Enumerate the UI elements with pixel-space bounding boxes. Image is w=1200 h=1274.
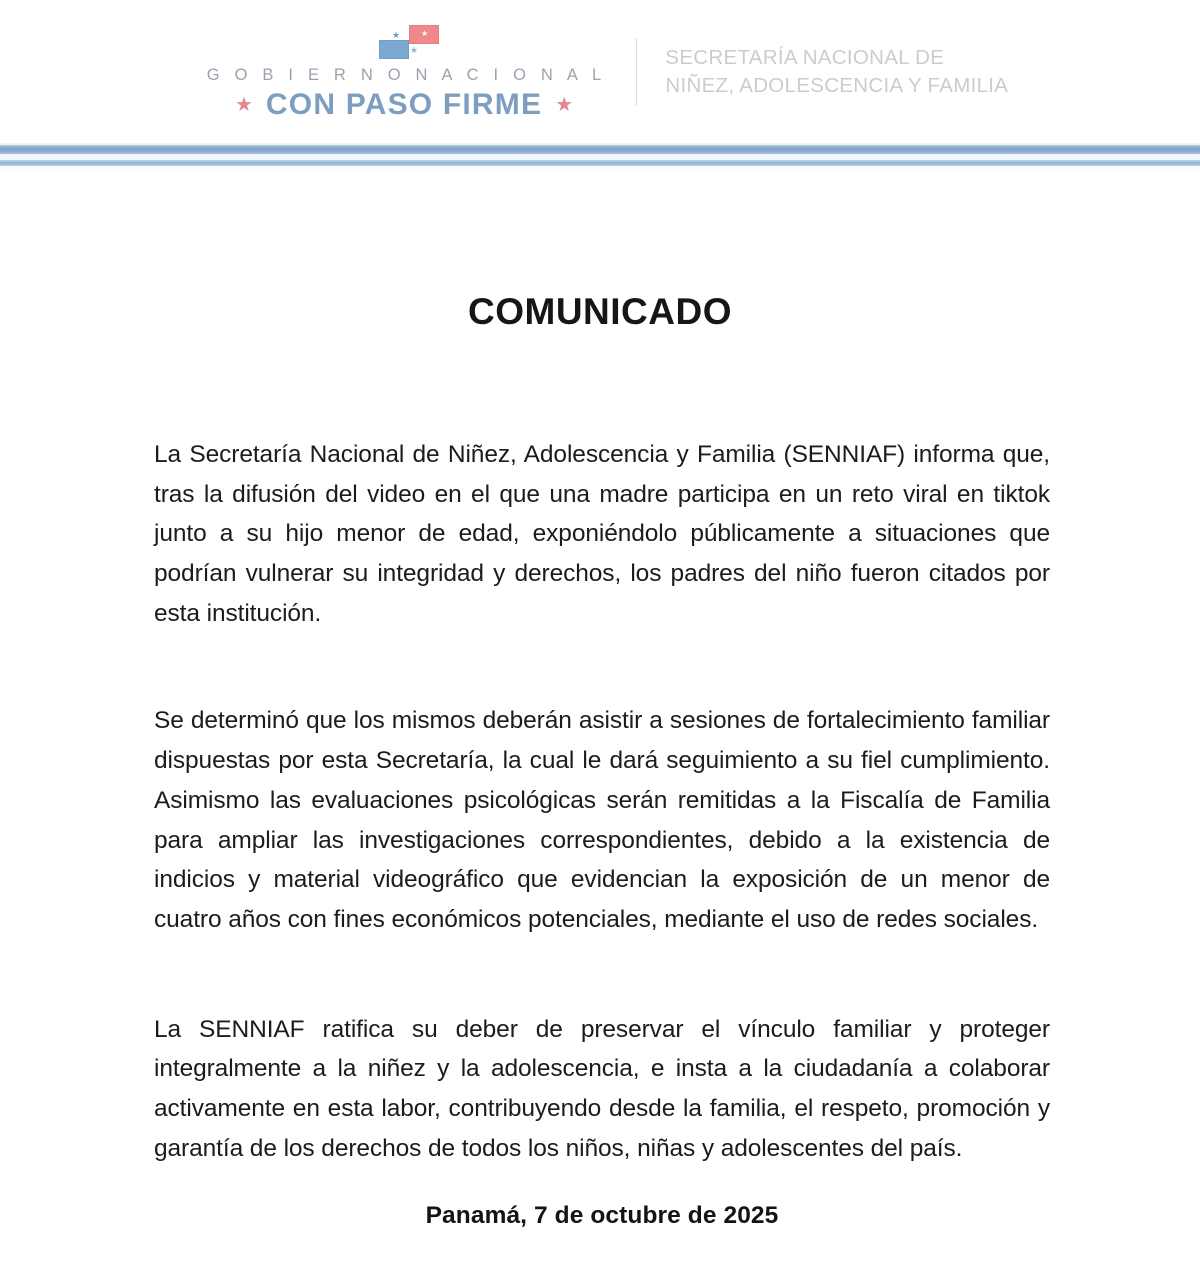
- dateline: Panamá, 7 de octubre de 2025: [425, 1202, 779, 1230]
- flag-star-icon-bottom: ★: [410, 44, 419, 55]
- slogan-star-icon-left: ★: [234, 93, 253, 116]
- page-title: COMUNICADO: [468, 291, 732, 332]
- panama-flag-mark-icon: [365, 22, 443, 62]
- paragraph-1: La Secretaría Nacional de Niñez, Adolescencia y Familia (SENNIAF) informa que, tras la difusión del video en el que una madre participa en un reto viral en tiktok junto a su hijo menor de edad, exponiéndolo públicamente a situaciones que podrían vulnerar su integridad y derechos, los padres del niño fueron citados por esta institución.: [154, 441, 1050, 627]
- government-national-label: G O B I E R N O N A C I O N A L: [206, 65, 607, 84]
- slogan-label: CON PASO FIRME: [265, 87, 543, 121]
- flag-blue-quadrant: [379, 40, 409, 59]
- flag-star-icon-left: ★: [392, 29, 401, 40]
- header-inner: [202, 22, 1009, 122]
- header-vertical-divider: [636, 38, 637, 106]
- paragraph-3: La SENNIAF ratifica su deber de preservar el vínculo familiar y proteger integralmente a la niñez y la adolescencia, e insta a la ciudadanía a colaborar activamente en esta labor, contribuyendo desde la familia, el respeto, promoción y garantía de los derechos de todos los niños, niñas y adolescentes del país.: [154, 1015, 1050, 1162]
- slogan-star-icon-right: ★: [555, 93, 574, 116]
- rule-bar-thick: [0, 145, 1200, 154]
- institution-name: [665, 44, 1008, 99]
- government-logo: [202, 22, 637, 122]
- flag-star-icon-right: ★: [421, 28, 429, 38]
- header-rule-bars: [0, 143, 1200, 169]
- slogan-row: [235, 88, 573, 122]
- paragraph-2: Se determinó que los mismos deberán asistir a sesiones de fortalecimiento familiar dispuestas por esta Secretaría, la cual le dará seguimiento a su fiel cumplimiento. Asimismo las evaluaciones psicológicas serán remitidas a la Fiscalía de Familia para ampliar las investigaciones correspondientes, debido a la existencia de indicios y material videográfico que evidencian la exposición de un menor de cuatro años con fines económicos potenciales, mediante el uso de redes sociales.: [154, 707, 1050, 933]
- rule-gap-bottom: [0, 166, 1200, 169]
- institution-name-line-2: NIÑEZ, ADOLESCENCIA Y FAMILIA: [665, 73, 1009, 97]
- document-header: [0, 0, 1200, 143]
- document-body: [0, 291, 1200, 1230]
- document-text-area: [150, 435, 1050, 1230]
- institution-name-line-1: SECRETARÍA NACIONAL DE: [665, 45, 945, 69]
